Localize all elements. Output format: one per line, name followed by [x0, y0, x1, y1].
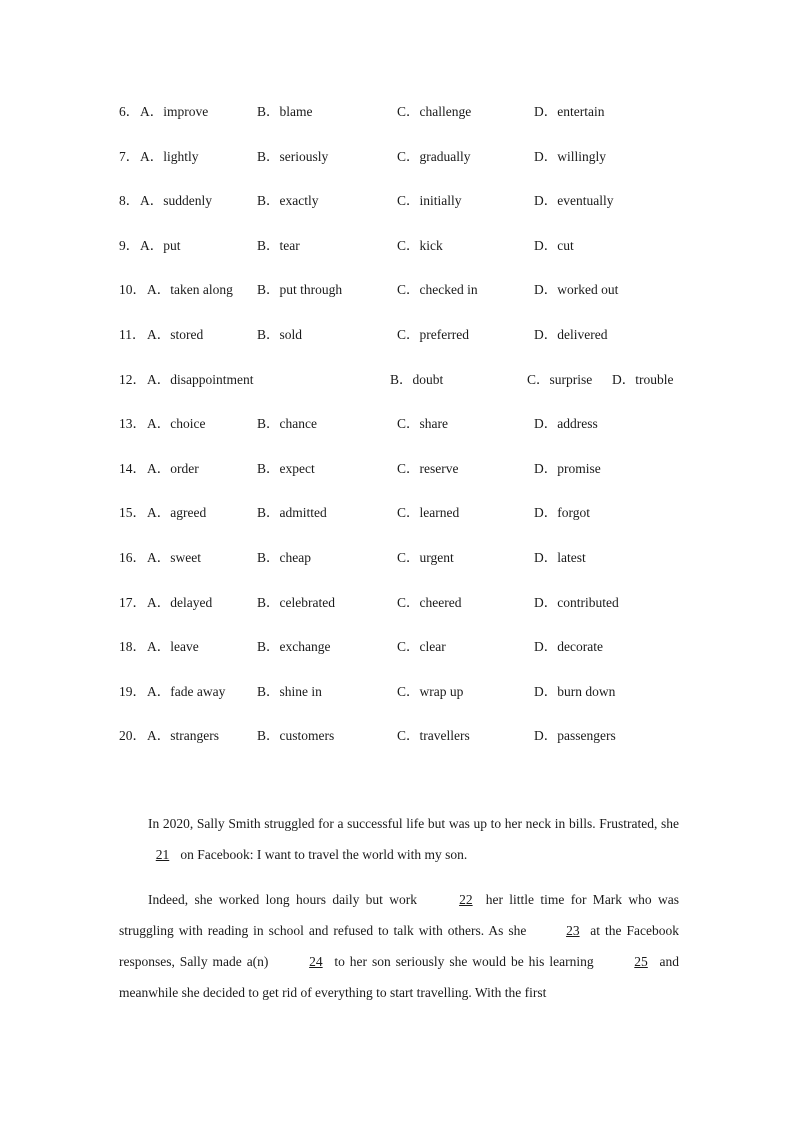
question-number: 12．: [119, 371, 146, 387]
option-a: A．fade away: [147, 683, 226, 699]
blank-23: 23: [566, 923, 580, 938]
option-c: C．initially: [397, 193, 462, 209]
option-c: C．clear: [397, 639, 446, 655]
option-d: D．trouble: [612, 371, 674, 387]
option-b: B．cheap: [257, 550, 311, 565]
question-number: 17．: [119, 594, 146, 610]
question-row: [0, 102, 794, 122]
option-c: C．wrap up: [397, 683, 464, 699]
option-d: D．worked out: [534, 282, 619, 298]
option-d: D．burn down: [534, 683, 616, 699]
question-row: [0, 147, 794, 167]
blank-25: 25: [634, 954, 648, 969]
option-a: A．agreed: [147, 505, 207, 521]
option-c: C．urgent: [397, 550, 454, 565]
option-b: B．shine in: [257, 683, 322, 699]
passage-text: at the Facebook responses, Sally made a(n): [119, 923, 679, 969]
question-number: 9．: [119, 237, 140, 253]
question-row: [0, 414, 794, 434]
question-number: 20．: [119, 728, 146, 744]
option-b: B．exchange: [257, 639, 331, 655]
question-number: 8．: [119, 193, 140, 209]
question-number: 11．: [119, 327, 146, 342]
option-c: C．challenge: [397, 104, 472, 119]
option-a: A．disappointment: [147, 371, 254, 387]
option-b: B．celebrated: [257, 594, 335, 610]
blank-24: 24: [309, 954, 323, 969]
reading-passage: [119, 808, 679, 1008]
question-number: 13．: [119, 416, 146, 432]
option-c: C．gradually: [397, 148, 471, 164]
question-row: [0, 370, 794, 390]
option-a: A．delayed: [147, 594, 213, 610]
option-c: C．preferred: [397, 327, 469, 342]
option-a: A．put: [140, 237, 181, 253]
passage-text: and meanwhile she decided to get rid of everything to start travelling. With the first: [119, 954, 679, 1000]
option-d: D．delivered: [534, 327, 608, 342]
question-number: 19．: [119, 683, 146, 699]
option-b: B．expect: [257, 460, 315, 476]
blank-22: 22: [459, 892, 473, 907]
option-d: D．passengers: [534, 728, 616, 744]
option-c: C．surprise: [527, 371, 593, 387]
option-a: A．stored: [147, 327, 204, 342]
option-d: D．cut: [534, 237, 574, 253]
option-c: C．kick: [397, 237, 443, 253]
option-d: D．willingly: [534, 148, 607, 164]
option-c: C．learned: [397, 505, 460, 521]
passage-text: In 2020, Sally Smith struggled for a successful life but was up to her neck in bills. Frustrated, she: [148, 816, 679, 831]
question-row: [0, 637, 794, 657]
option-c: C．travellers: [397, 728, 470, 744]
option-a: A．order: [147, 460, 199, 476]
question-row: [0, 682, 794, 702]
passage-paragraph-2: [119, 884, 679, 1008]
question-row: [0, 593, 794, 613]
option-d: D．forgot: [534, 505, 590, 521]
option-d: D．decorate: [534, 639, 603, 655]
question-number: 15．: [119, 505, 146, 521]
option-d: D．eventually: [534, 193, 614, 209]
question-row: [0, 280, 794, 300]
option-a: A．sweet: [147, 550, 201, 565]
option-b: B．doubt: [390, 371, 444, 387]
option-d: D．contributed: [534, 594, 619, 610]
question-number: 10．: [119, 282, 146, 298]
question-row: [0, 236, 794, 256]
question-row: [0, 459, 794, 479]
question-row: [0, 726, 794, 746]
question-row: [0, 548, 794, 568]
option-b: B．blame: [257, 104, 313, 119]
option-a: A．suddenly: [140, 193, 212, 209]
question-row: [0, 191, 794, 211]
option-b: B．admitted: [257, 505, 327, 521]
option-d: D．entertain: [534, 104, 605, 119]
option-b: B．tear: [257, 237, 300, 253]
option-a: A．choice: [147, 416, 206, 432]
option-b: B．customers: [257, 728, 335, 744]
passage-text: her little time for Mark who was struggling with reading in school and refused to talk with others. As she: [119, 892, 679, 938]
option-d: D．address: [534, 416, 598, 432]
option-a: A．strangers: [147, 728, 219, 744]
option-d: D．latest: [534, 550, 586, 565]
option-a: A．lightly: [140, 148, 199, 164]
option-b: B．seriously: [257, 148, 329, 164]
option-a: A．improve: [140, 104, 209, 119]
passage-paragraph-1: [119, 808, 679, 870]
option-c: C．share: [397, 416, 448, 432]
question-row: [0, 503, 794, 523]
option-a: A．leave: [147, 639, 199, 655]
question-number: 14．: [119, 460, 146, 476]
option-a: A．taken along: [147, 282, 233, 298]
option-b: B．exactly: [257, 193, 319, 209]
question-number: 16．: [119, 550, 146, 565]
question-number: 6．: [119, 104, 140, 119]
blank-21: 21: [155, 847, 170, 862]
passage-text: on Facebook: I want to travel the world with my son.: [177, 847, 468, 862]
option-c: C．reserve: [397, 460, 459, 476]
passage-text: to her son seriously she would be his learning: [329, 954, 599, 969]
option-b: B．put through: [257, 282, 343, 298]
option-c: C．cheered: [397, 594, 462, 610]
option-d: D．promise: [534, 460, 601, 476]
question-number: 18．: [119, 639, 146, 655]
option-b: B．sold: [257, 327, 303, 342]
passage-text: Indeed, she worked long hours daily but work: [148, 892, 424, 907]
option-c: C．checked in: [397, 282, 478, 298]
option-b: B．chance: [257, 416, 317, 432]
question-number: 7．: [119, 148, 140, 164]
question-row: [0, 325, 794, 345]
